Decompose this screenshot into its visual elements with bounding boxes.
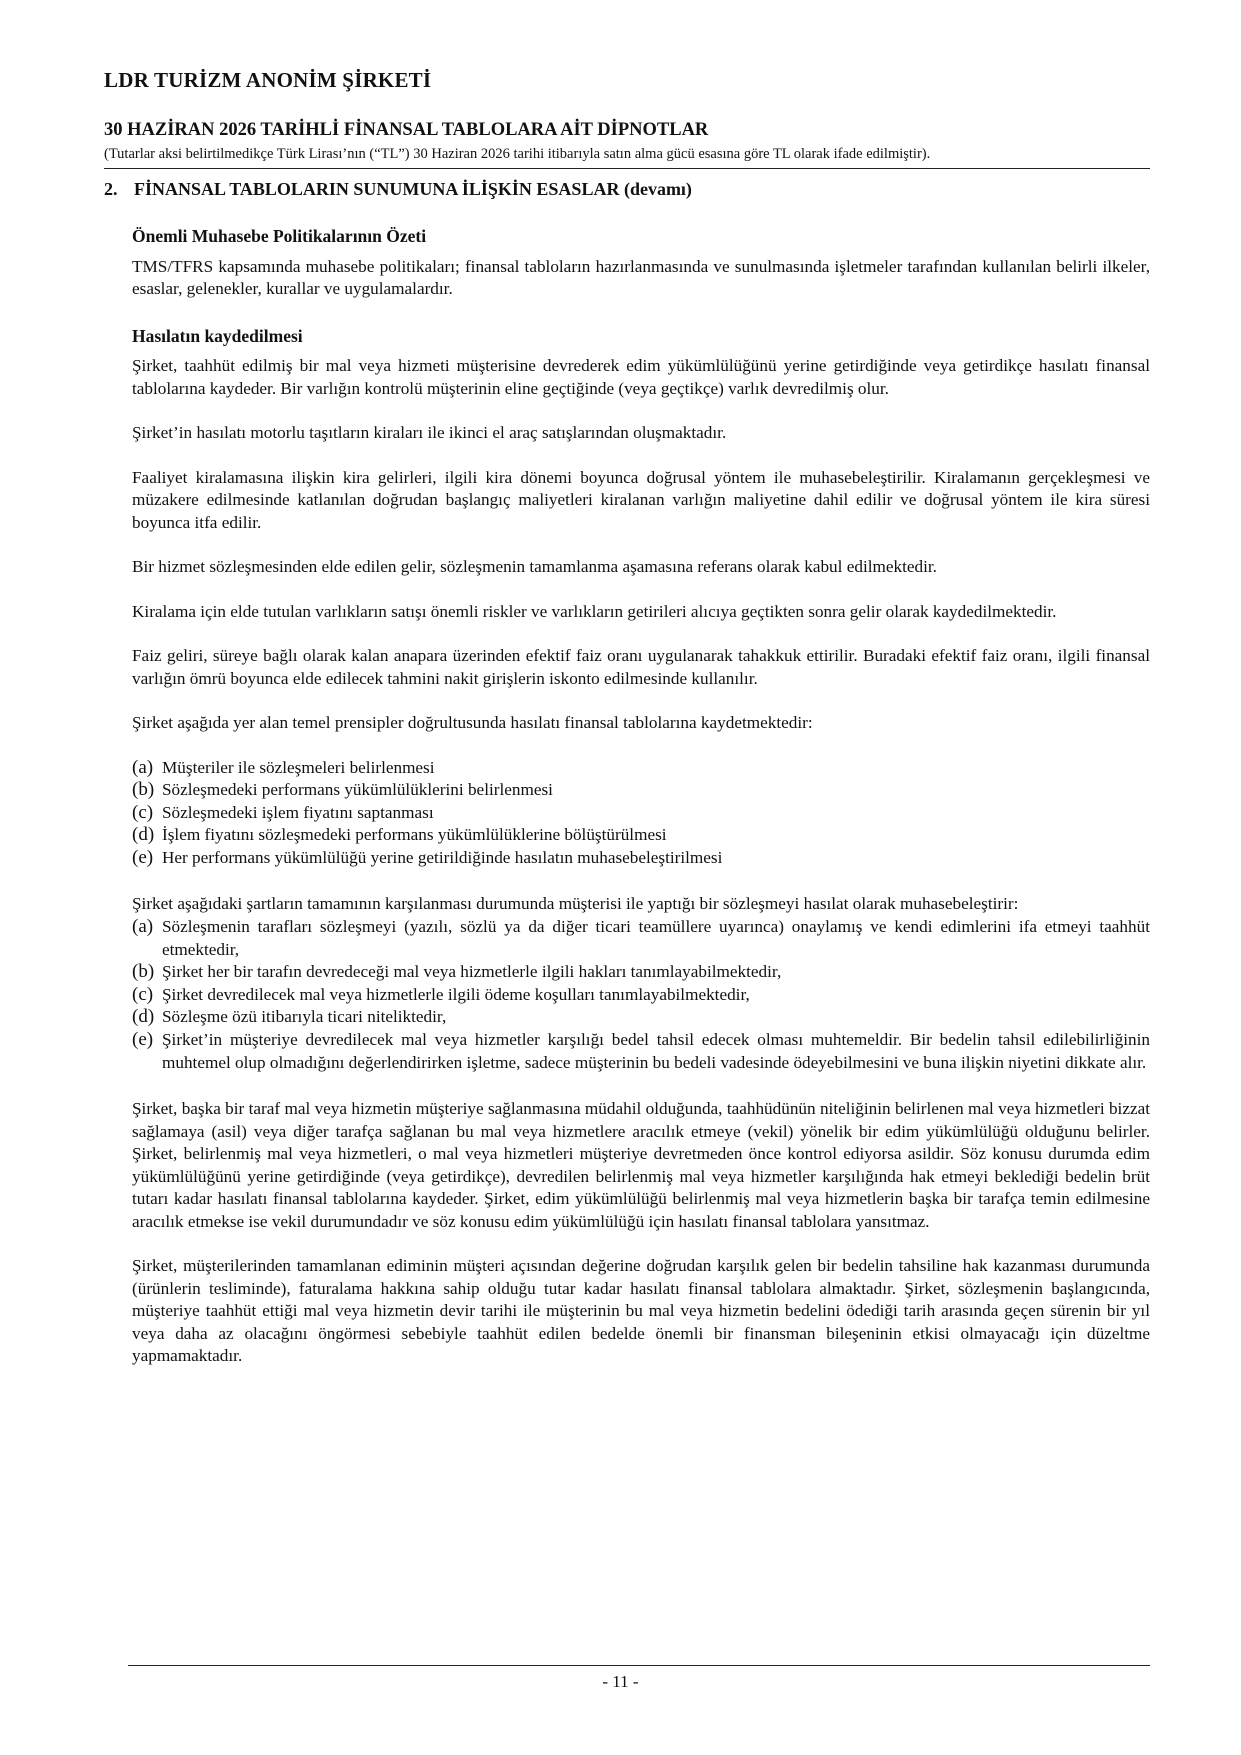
footer-divider xyxy=(128,1665,1150,1666)
section-title: FİNANSAL TABLOLARIN SUNUMUNA İLİŞKİN ESASLAR (devamı) xyxy=(134,179,692,199)
list-marker: (e) xyxy=(132,846,154,868)
section-heading xyxy=(104,179,692,200)
list-marker: (c) xyxy=(132,983,154,1005)
page-number: - 11 - xyxy=(602,1672,639,1691)
list-item-text: Müşteriler ile sözleşmeleri belirlenmesi xyxy=(162,757,435,777)
subheading-revenue-recognition: Hasılatın kaydedilmesi xyxy=(132,325,303,346)
paragraph: Şirket’in hasılatı motorlu taşıtların kiraları ile ikinci el araç satışlarından oluşmaktadır. xyxy=(132,423,727,442)
list-item xyxy=(132,779,1150,802)
company-name: LDR TURİZM ANONİM ŞİRKETİ xyxy=(104,68,432,92)
paragraph: Şirket, taahhüt edilmiş bir mal veya hizmeti müşterisine devrederek edim yükümlülüğünü yerine getirdiğinde veya getirdikçe hasılatı finansal tablolarına kaydeder. Bir varlığın kontrolü müşterinin eline geçtiğinde (veya geçtikçe) varlık devredilmiş olur. xyxy=(132,356,1150,398)
header-divider xyxy=(104,168,1150,169)
list-marker: (b) xyxy=(132,961,155,983)
list-marker: (e) xyxy=(132,1028,154,1050)
list-item xyxy=(132,802,1150,825)
paragraph: Şirket aşağıda yer alan temel prensipler doğrultusunda hasılatı finansal tablolarına kaydetmektedir: xyxy=(132,713,813,732)
list-item-text: Sözleşmedeki performans yükümlülüklerini belirlenmesi xyxy=(162,780,553,800)
subheading-accounting-policies: Önemli Muhasebe Politikalarının Özeti xyxy=(132,226,427,246)
paragraph: Faiz geliri, süreye bağlı olarak kalan anapara üzerinden efektif faiz oranı uygulanarak tahakkuk ettirilir. Buradaki efektif faiz oranı, ilgili finansal varlığın ömrü boyunca elde edilecek tahmini nakit girişlerin iskonto edilmesinde kullanılır. xyxy=(132,646,1150,688)
paragraph: Kiralama için elde tutulan varlıkların satışı önemli riskler ve varlıkların getirileri alıcıya geçtikten sonra gelir olarak kaydedilmektedir. xyxy=(132,601,1057,621)
list-item-text: Sözleşmenin tarafları sözleşmeyi (yazılı, sözlü ya da diğer ticari teamüllere uyarınca) onaylamış ve kendi edimlerini ifa etmeyi taahhüt etmektedir, xyxy=(162,916,1150,959)
document-subtitle: (Tutarlar aksi belirtilmedikçe Türk Lirası’nın (“TL”) 30 Haziran 2026 tarihi itibarıyla satın alma gücü esasına göre TL olarak ifade edilmiştir). xyxy=(104,146,931,162)
list-item xyxy=(132,984,1150,1007)
list-item-text: Sözleşmedeki işlem fiyatını saptanması xyxy=(162,802,434,822)
paragraph: Şirket aşağıdaki şartların tamamının karşılanması durumunda müşterisi ile yaptığı bir sözleşmeyi hasılat olarak muhasebeleştirir: xyxy=(132,894,1019,914)
paragraph: Şirket, müşterilerinden tamamlanan ediminin müşteri açısından değerine doğrudan karşılık gelen bir bedelin tahsiline hak kazanması durumunda (ürünlerin tesliminde), faturalama hakkına sahip olduğu tutar kadar hasılatı finansal tablolara almaktadır. Şirket, sözleşmenin başlangıcında, müşteriye taahhüt ettiği mal veya hizmetin devir tarihi ile müşterinin bu mal veya hizmetin bedelini ödediği tarih arasında geçen sürenin bir yıl veya daha az olacağını öngörmesi sebebiyle taahhüt edilen bedelde önemli bir finansman bileşeninin etkisi olmayacağı için düzeltme yapmamaktadır. xyxy=(132,1256,1150,1366)
list-item xyxy=(132,1006,1150,1029)
list-marker: (c) xyxy=(132,801,154,823)
list-item-text: Şirket’in müşteriye devredilecek mal veya hizmetler karşılığı bedel tahsil edecek olması muhtemeldir. Bir bedelin tahsil edilebilirliğinin muhtemel olup olmadığını değerlendirirken işletme, sadece müşterinin bu bedeli vadesinde ödeyebilmesini ve buna ilişkin niyetini dikkate alır. xyxy=(162,1029,1150,1072)
list-item-text: İşlem fiyatını sözleşmedeki performans yükümlülüklerine bölüştürülmesi xyxy=(162,825,667,845)
list-item xyxy=(132,1029,1150,1074)
list-item xyxy=(132,824,1150,847)
list-item xyxy=(132,916,1150,961)
list-item-text: Şirket her bir tarafın devredeceği mal veya hizmetlerle ilgili hakları tanımlayabilmektedir, xyxy=(162,962,782,982)
revenue-principles-list xyxy=(132,757,1150,870)
list-marker: (a) xyxy=(132,756,154,778)
list-item xyxy=(132,847,1150,870)
contract-conditions-list xyxy=(132,916,1150,1074)
list-marker: (d) xyxy=(132,824,155,846)
paragraph: TMS/TFRS kapsamında muhasebe politikaları; finansal tabloların hazırlanmasında ve sunulmasında işletmeler tarafından kullanılan belirli ilkeler, esaslar, gelenekler, kurallar ve uygulamalardır. xyxy=(132,256,1150,298)
list-item-text: Her performans yükümlülüğü yerine getirildiğinde hasılatın muhasebeleştirilmesi xyxy=(162,847,723,867)
list-marker: (a) xyxy=(132,915,154,937)
document-title: 30 HAZİRAN 2026 TARİHLİ FİNANSAL TABLOLARA AİT DİPNOTLAR xyxy=(104,120,709,140)
list-item-text: Şirket devredilecek mal veya hizmetlerle ilgili ödeme koşulları tanımlayabilmektedir, xyxy=(162,984,750,1004)
paragraph: Bir hizmet sözleşmesinden elde edilen gelir, sözleşmenin tamamlanma aşamasına referans olarak kabul edilmektedir. xyxy=(132,557,937,576)
list-item xyxy=(132,961,1150,984)
list-marker: (d) xyxy=(132,1006,155,1028)
list-item xyxy=(132,757,1150,780)
paragraph: Şirket, başka bir taraf mal veya hizmetin müşteriye sağlanmasına müdahil olduğunda, taahhüdünün niteliğinin belirlenen mal veya hizmetleri bizzat sağlamaya (asil) veya diğer tarafça sağlanan bu mal veya hizmetlere aracılık etmeye (vekil) yönelik bir edim yükümlülüğü olduğunu belirler. Şirket, belirlenmiş mal veya hizmetleri, o mal veya hizmetleri müşteriye devretmeden önce kontrol ediyorsa asildir. Söz konusu durumda edim yükümlülüğünü yerine getirdiğinde (veya getirdikçe), devredilen belirlenmiş mal veya hizmetler karşılığında hak etmeyi beklediği bedelin brüt tutarı kadar hasılatı finansal tablolarına kaydeder. Şirket, edim yükümlülüğü belirlenmiş mal veya hizmetlerin başka bir tarafça temin edilmesine aracılık etmekse ise vekil durumundadır ve söz konusu edim yükümlülüğü için hasılatı finansal tablolara yansıtmaz. xyxy=(132,1099,1150,1231)
main-content xyxy=(132,225,1150,1368)
list-marker: (b) xyxy=(132,779,155,801)
section-number: 2. xyxy=(104,179,118,199)
list-item-text: Sözleşme özü itibarıyla ticari niteliktedir, xyxy=(162,1007,447,1027)
paragraph: Faaliyet kiralamasına ilişkin kira gelirleri, ilgili kira dönemi boyunca doğrusal yöntem ile muhasebeleştirilir. Kiralamanın gerçekleşmesi ve müzakere edilmesinde katlanılan doğrudan başlangıç maliyetleri kiralanan varlığın maliyetine dahil edilir ve doğrusal yöntem ile kira süresi boyunca itfa edilir. xyxy=(132,467,1150,532)
